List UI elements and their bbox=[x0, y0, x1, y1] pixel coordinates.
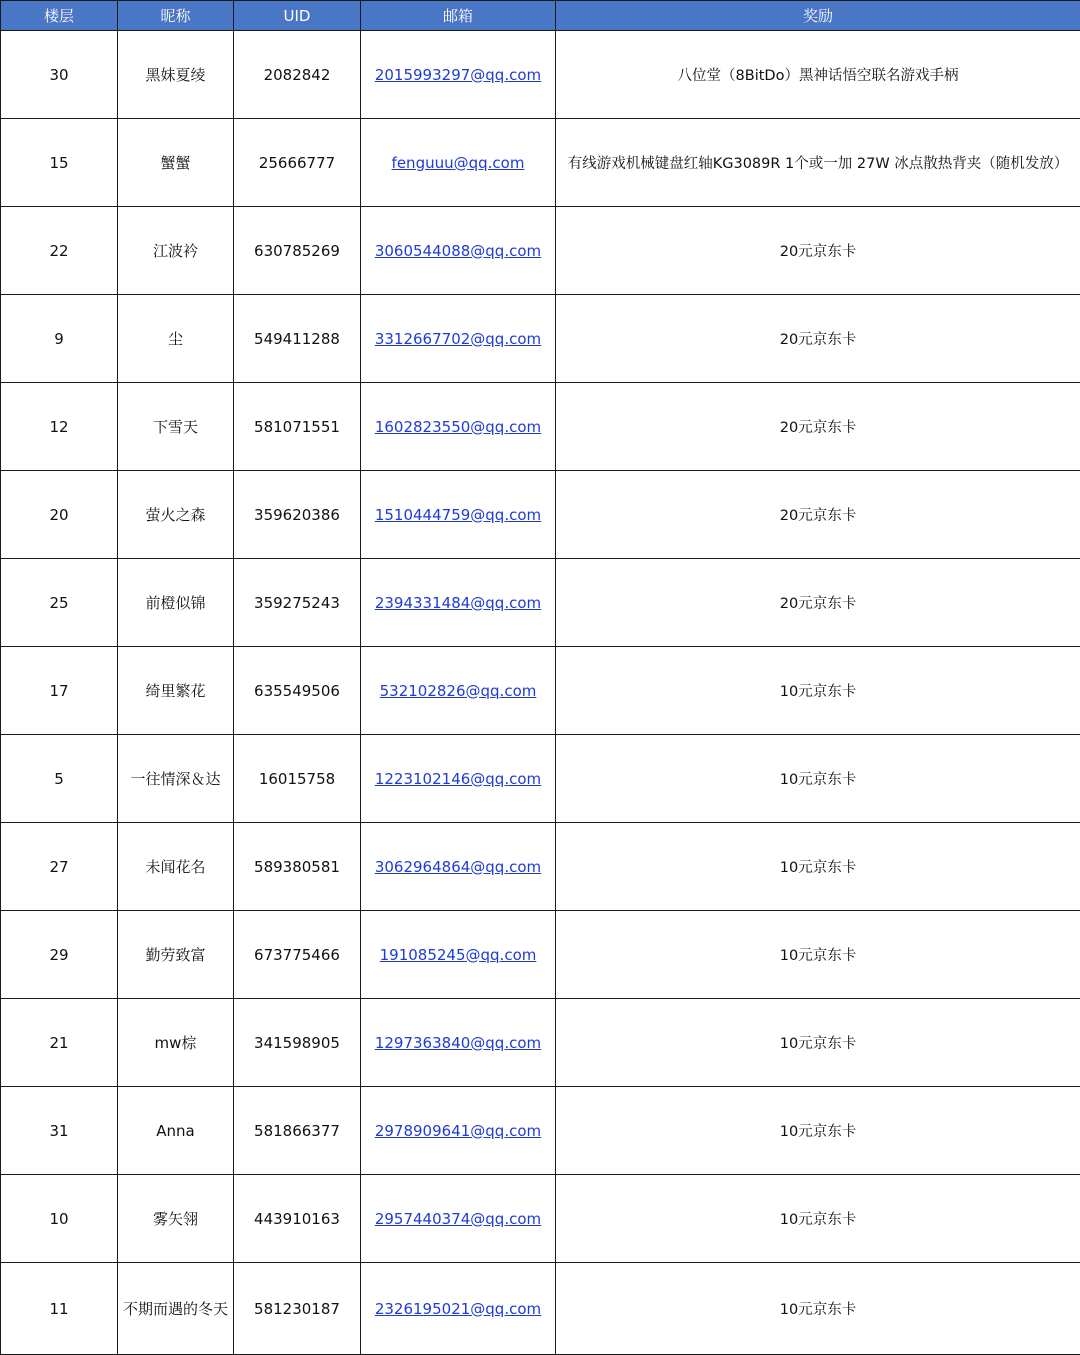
cell-reward bbox=[556, 1087, 1080, 1175]
cell-reward bbox=[556, 647, 1080, 735]
cell-floor-text: 21 bbox=[49, 1033, 69, 1052]
table-row bbox=[1, 119, 1080, 207]
cell-uid-text: 635549506 bbox=[254, 681, 340, 700]
cell-reward-text: 有线游戏机械键盘红轴KG3089R 1个或一加 27W 冰点散热背夹（随机发放） bbox=[567, 156, 1069, 172]
cell-floor bbox=[1, 1087, 118, 1175]
cell-reward-text: 20元京东卡 bbox=[779, 420, 857, 436]
cell-floor bbox=[1, 999, 118, 1087]
cell-nickname bbox=[118, 911, 234, 999]
cell-nickname-text: 未闻花名 bbox=[145, 858, 206, 876]
cell-floor-text: 17 bbox=[49, 681, 69, 700]
cell-nickname bbox=[118, 999, 234, 1087]
cell-nickname bbox=[118, 471, 234, 559]
cell-reward bbox=[556, 295, 1080, 383]
cell-uid-text: 673775466 bbox=[254, 945, 340, 964]
cell-email bbox=[361, 119, 556, 207]
cell-nickname-text: 尘 bbox=[167, 330, 183, 348]
email-link[interactable]: 2326195021@qq.com bbox=[374, 1299, 542, 1318]
cell-reward-text: 20元京东卡 bbox=[779, 596, 857, 612]
header-nickname: 昵称 bbox=[118, 1, 234, 31]
cell-reward-text: 10元京东卡 bbox=[779, 772, 857, 788]
cell-floor bbox=[1, 559, 118, 647]
cell-floor-text: 27 bbox=[49, 857, 69, 876]
cell-nickname bbox=[118, 647, 234, 735]
cell-email bbox=[361, 647, 556, 735]
cell-floor-text: 11 bbox=[49, 1299, 69, 1318]
cell-reward-text: 10元京东卡 bbox=[779, 948, 857, 964]
cell-reward bbox=[556, 823, 1080, 911]
cell-email bbox=[361, 383, 556, 471]
cell-uid-text: 443910163 bbox=[254, 1209, 340, 1228]
cell-nickname-text: 萤火之森 bbox=[145, 506, 206, 524]
cell-reward bbox=[556, 31, 1080, 119]
email-link[interactable]: 1510444759@qq.com bbox=[374, 505, 542, 524]
cell-floor-text: 30 bbox=[49, 65, 69, 84]
cell-nickname bbox=[118, 119, 234, 207]
cell-nickname bbox=[118, 1175, 234, 1263]
cell-reward-text: 10元京东卡 bbox=[779, 1036, 857, 1052]
cell-email bbox=[361, 999, 556, 1087]
cell-email bbox=[361, 31, 556, 119]
cell-reward-text: 10元京东卡 bbox=[779, 1212, 857, 1228]
cell-floor-text: 25 bbox=[49, 593, 69, 612]
cell-floor bbox=[1, 911, 118, 999]
email-link[interactable]: 3060544088@qq.com bbox=[374, 241, 542, 260]
cell-uid bbox=[234, 559, 361, 647]
table-row bbox=[1, 823, 1080, 911]
cell-floor-text: 10 bbox=[49, 1209, 69, 1228]
cell-reward bbox=[556, 911, 1080, 999]
cell-nickname-text: 蟹蟹 bbox=[160, 154, 191, 172]
cell-floor-text: 29 bbox=[49, 945, 69, 964]
cell-reward bbox=[556, 1175, 1080, 1263]
email-link[interactable]: 2957440374@qq.com bbox=[374, 1209, 542, 1228]
cell-nickname bbox=[118, 31, 234, 119]
cell-nickname-text: 一往情深＆达 bbox=[130, 770, 221, 788]
cell-floor bbox=[1, 823, 118, 911]
table-row bbox=[1, 1263, 1080, 1355]
cell-uid bbox=[234, 295, 361, 383]
table-row bbox=[1, 999, 1080, 1087]
cell-floor bbox=[1, 471, 118, 559]
cell-reward bbox=[556, 207, 1080, 295]
table-row bbox=[1, 295, 1080, 383]
cell-floor bbox=[1, 119, 118, 207]
cell-uid bbox=[234, 1263, 361, 1355]
header-reward: 奖励 bbox=[556, 1, 1080, 31]
cell-uid-text: 581071551 bbox=[254, 417, 340, 436]
cell-nickname-text: 前橙似锦 bbox=[145, 594, 206, 612]
cell-nickname bbox=[118, 1087, 234, 1175]
cell-nickname bbox=[118, 295, 234, 383]
cell-reward-text: 八位堂（8BitDo）黑神话悟空联名游戏手柄 bbox=[677, 68, 959, 84]
table-row bbox=[1, 735, 1080, 823]
cell-nickname bbox=[118, 1263, 234, 1355]
cell-reward bbox=[556, 735, 1080, 823]
email-link[interactable]: 2394331484@qq.com bbox=[374, 593, 542, 612]
cell-uid bbox=[234, 471, 361, 559]
cell-floor-text: 15 bbox=[49, 153, 69, 172]
cell-floor bbox=[1, 735, 118, 823]
cell-floor bbox=[1, 31, 118, 119]
cell-nickname-text: 下雪天 bbox=[152, 418, 198, 436]
cell-floor-text: 31 bbox=[49, 1121, 69, 1140]
cell-uid-text: 549411288 bbox=[254, 329, 340, 348]
cell-uid-text: 2082842 bbox=[263, 65, 331, 84]
cell-reward-text: 20元京东卡 bbox=[779, 508, 857, 524]
table-row bbox=[1, 647, 1080, 735]
cell-reward-text: 20元京东卡 bbox=[779, 244, 857, 260]
table-row bbox=[1, 471, 1080, 559]
table-header bbox=[1, 1, 1080, 31]
cell-uid bbox=[234, 647, 361, 735]
table-row bbox=[1, 911, 1080, 999]
cell-uid-text: 25666777 bbox=[258, 153, 336, 172]
cell-reward bbox=[556, 383, 1080, 471]
cell-uid-text: 359275243 bbox=[254, 593, 340, 612]
email-link[interactable]: 532102826@qq.com bbox=[379, 681, 537, 700]
cell-uid bbox=[234, 1175, 361, 1263]
cell-floor-text: 22 bbox=[49, 241, 69, 260]
cell-floor bbox=[1, 207, 118, 295]
cell-uid bbox=[234, 999, 361, 1087]
cell-floor bbox=[1, 295, 118, 383]
cell-nickname-text: 黑妹夏绫 bbox=[145, 66, 206, 84]
cell-uid-text: 630785269 bbox=[254, 241, 340, 260]
cell-uid-text: 589380581 bbox=[254, 857, 340, 876]
header-row bbox=[1, 1, 1080, 31]
cell-uid-text: 359620386 bbox=[254, 505, 340, 524]
table-row bbox=[1, 207, 1080, 295]
cell-email bbox=[361, 295, 556, 383]
cell-nickname-text: Anna bbox=[156, 1121, 195, 1140]
cell-nickname bbox=[118, 207, 234, 295]
email-link[interactable]: 1297363840@qq.com bbox=[374, 1033, 542, 1052]
cell-email bbox=[361, 911, 556, 999]
cell-reward-text: 20元京东卡 bbox=[779, 332, 857, 348]
cell-email bbox=[361, 735, 556, 823]
cell-nickname-text: 江波衿 bbox=[152, 242, 198, 260]
cell-floor-text: 9 bbox=[54, 329, 64, 348]
cell-uid-text: 341598905 bbox=[254, 1033, 340, 1052]
cell-email bbox=[361, 1263, 556, 1355]
cell-nickname bbox=[118, 735, 234, 823]
email-link[interactable]: 2015993297@qq.com bbox=[374, 65, 542, 84]
cell-floor bbox=[1, 1175, 118, 1263]
table-row bbox=[1, 383, 1080, 471]
cell-floor-text: 5 bbox=[54, 769, 64, 788]
header-uid: UID bbox=[234, 1, 361, 31]
email-link[interactable]: fenguuu@qq.com bbox=[391, 153, 525, 172]
cell-email bbox=[361, 823, 556, 911]
cell-nickname-text: 勤劳致富 bbox=[145, 946, 206, 964]
cell-uid bbox=[234, 383, 361, 471]
cell-nickname bbox=[118, 559, 234, 647]
cell-floor-text: 20 bbox=[49, 505, 69, 524]
cell-uid bbox=[234, 207, 361, 295]
cell-reward bbox=[556, 119, 1080, 207]
cell-email bbox=[361, 559, 556, 647]
cell-email bbox=[361, 1175, 556, 1263]
email-link[interactable]: 3312667702@qq.com bbox=[374, 329, 542, 348]
table-body bbox=[1, 31, 1080, 1355]
header-floor: 楼层 bbox=[1, 1, 118, 31]
cell-email bbox=[361, 207, 556, 295]
cell-floor bbox=[1, 647, 118, 735]
cell-floor-text: 12 bbox=[49, 417, 69, 436]
cell-nickname-text: mw棕 bbox=[154, 1034, 197, 1052]
cell-floor bbox=[1, 1263, 118, 1355]
cell-uid-text: 16015758 bbox=[258, 769, 336, 788]
cell-uid bbox=[234, 911, 361, 999]
table-row bbox=[1, 559, 1080, 647]
cell-uid bbox=[234, 1087, 361, 1175]
email-link[interactable]: 2978909641@qq.com bbox=[374, 1121, 542, 1140]
cell-nickname-text: 不期而遇的冬天 bbox=[122, 1300, 228, 1318]
table-row bbox=[1, 31, 1080, 119]
cell-reward-text: 10元京东卡 bbox=[779, 1302, 857, 1318]
cell-uid-text: 581230187 bbox=[254, 1299, 340, 1318]
cell-nickname bbox=[118, 383, 234, 471]
table-row bbox=[1, 1087, 1080, 1175]
email-link[interactable]: 1223102146@qq.com bbox=[374, 769, 542, 788]
cell-uid bbox=[234, 31, 361, 119]
cell-floor bbox=[1, 383, 118, 471]
cell-uid-text: 581866377 bbox=[254, 1121, 340, 1140]
table-row bbox=[1, 1175, 1080, 1263]
email-link[interactable]: 3062964864@qq.com bbox=[374, 857, 542, 876]
cell-reward-text: 10元京东卡 bbox=[779, 860, 857, 876]
cell-reward-text: 10元京东卡 bbox=[779, 684, 857, 700]
email-link[interactable]: 191085245@qq.com bbox=[379, 945, 537, 964]
cell-reward bbox=[556, 559, 1080, 647]
header-email: 邮箱 bbox=[361, 1, 556, 31]
cell-nickname-text: 绮里繁花 bbox=[145, 682, 206, 700]
cell-email bbox=[361, 1087, 556, 1175]
cell-uid bbox=[234, 735, 361, 823]
cell-email bbox=[361, 471, 556, 559]
email-link[interactable]: 1602823550@qq.com bbox=[374, 417, 542, 436]
cell-nickname-text: 雾矢翎 bbox=[152, 1210, 198, 1228]
cell-reward bbox=[556, 1263, 1080, 1355]
cell-uid bbox=[234, 823, 361, 911]
cell-uid bbox=[234, 119, 361, 207]
cell-reward bbox=[556, 999, 1080, 1087]
cell-reward bbox=[556, 471, 1080, 559]
cell-nickname bbox=[118, 823, 234, 911]
cell-reward-text: 10元京东卡 bbox=[779, 1124, 857, 1140]
